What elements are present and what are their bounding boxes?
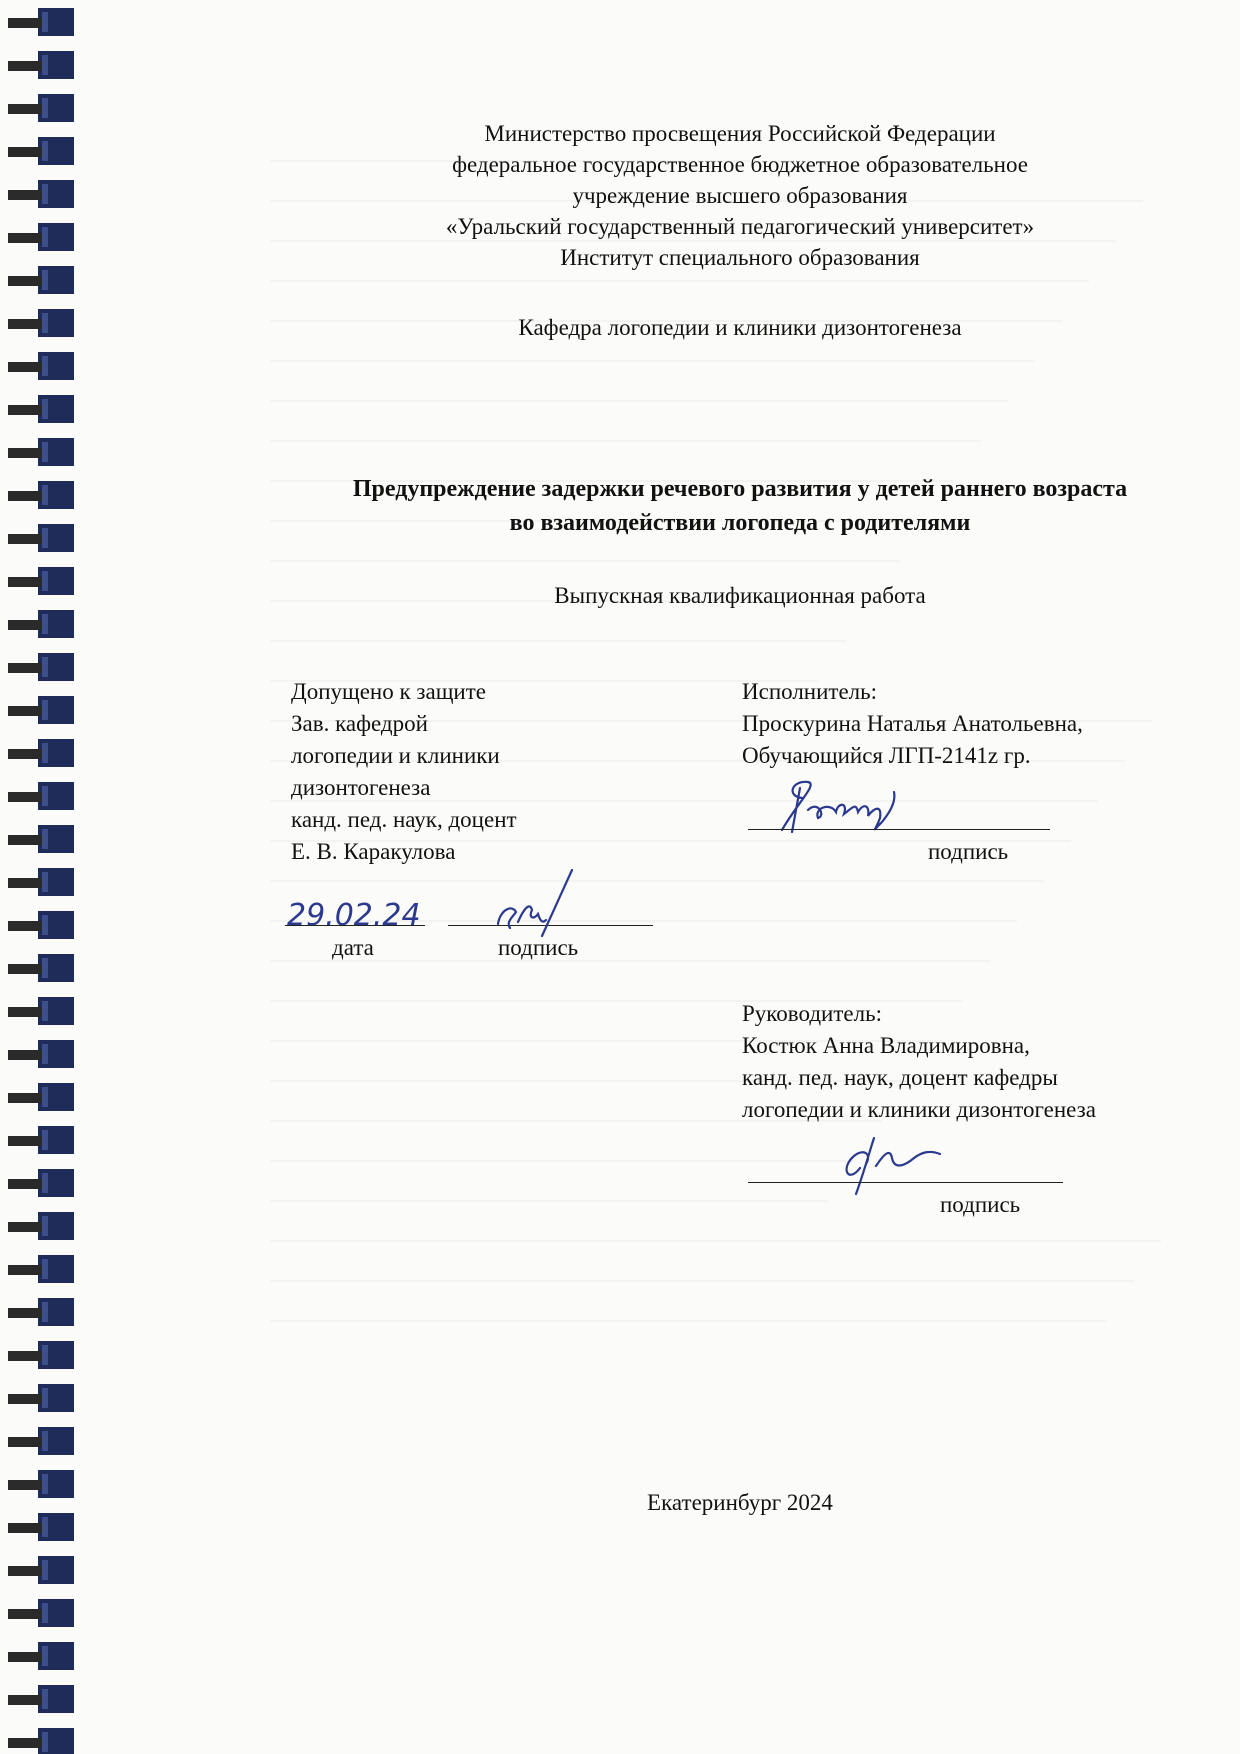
date-label: дата <box>332 935 374 960</box>
binding-ring <box>8 94 74 122</box>
thesis-title <box>240 472 1240 540</box>
title-line: во взаимодействии логопеда с родителями <box>509 510 971 536</box>
supervisor-signature <box>830 1128 950 1198</box>
binding-ring <box>8 868 74 896</box>
binding-ring <box>8 825 74 853</box>
supervisor-line: Костюк Анна Владимировна, <box>742 1033 1030 1058</box>
binding-ring <box>8 352 74 380</box>
spiral-binding <box>0 0 80 1754</box>
work-type: Выпускная квалификационная работа <box>554 583 926 608</box>
binding-ring <box>8 653 74 681</box>
supervisor-line: логопедии и клиники дизонтогенеза <box>742 1097 1096 1122</box>
admission-block <box>291 676 517 868</box>
bleed-line <box>270 440 981 442</box>
binding-ring <box>8 1556 74 1584</box>
binding-ring <box>8 782 74 810</box>
binding-ring <box>8 1126 74 1154</box>
binding-ring <box>8 1298 74 1326</box>
binding-ring <box>8 567 74 595</box>
executor-signature <box>778 772 948 842</box>
bleed-line <box>270 560 900 562</box>
city-year: Екатеринбург 2024 <box>647 1490 833 1515</box>
title-line: Предупреждение задержки речевого развития у детей раннего возраста <box>352 476 1128 502</box>
binding-ring <box>8 1685 74 1713</box>
bleed-line <box>270 1280 1134 1282</box>
date-line <box>285 925 425 926</box>
admission-line: канд. пед. наук, доцент <box>291 807 517 832</box>
header-line: «Уральский государственный педагогический университет» <box>445 214 1035 239</box>
supervisor-block <box>742 998 1096 1126</box>
bleed-line <box>270 400 1008 402</box>
admission-line: Е. В. Каракулова <box>291 839 456 864</box>
binding-ring <box>8 1599 74 1627</box>
binding-ring <box>8 696 74 724</box>
bleed-line <box>270 1160 855 1162</box>
bleed-line <box>270 1240 1161 1242</box>
binding-ring <box>8 954 74 982</box>
binding-ring <box>8 137 74 165</box>
header-line: федеральное государственное бюджетное образовательное <box>452 152 1028 177</box>
handwritten-date <box>285 895 435 935</box>
binding-ring <box>8 438 74 466</box>
binding-ring <box>8 1470 74 1498</box>
bleed-line <box>270 280 1089 282</box>
binding-ring <box>8 1384 74 1412</box>
bleed-line <box>270 960 990 962</box>
binding-ring <box>8 309 74 337</box>
executor-line: Обучающийся ЛГП-2141z гр. <box>742 743 1031 768</box>
executor-line: Исполнитель: <box>742 679 878 704</box>
executor-line: Проскурина Наталья Анатольевна, <box>742 711 1083 736</box>
binding-ring <box>8 223 74 251</box>
executor-signature-line <box>748 829 1050 830</box>
binding-ring <box>8 481 74 509</box>
binding-ring <box>8 1169 74 1197</box>
binding-ring <box>8 1642 74 1670</box>
binding-ring <box>8 1083 74 1111</box>
bleed-line <box>270 1200 828 1202</box>
binding-ring <box>8 997 74 1025</box>
binding-ring <box>8 1728 74 1754</box>
bleed-line <box>270 1320 1107 1322</box>
binding-ring <box>8 395 74 423</box>
date-text: 29.02.24 <box>287 898 421 933</box>
admission-line: дизонтогенеза <box>291 775 431 800</box>
binding-ring <box>8 1040 74 1068</box>
executor-block <box>742 676 1083 772</box>
binding-ring <box>8 1513 74 1541</box>
ministry-header <box>240 118 1240 273</box>
binding-ring <box>8 524 74 552</box>
binding-ring <box>8 1427 74 1455</box>
admission-line: Допущено к защите <box>291 679 486 704</box>
supervisor-line: Руководитель: <box>742 1001 882 1026</box>
binding-ring <box>8 8 74 36</box>
header-line: Министерство просвещения Российской Федерации <box>484 121 996 146</box>
binding-ring <box>8 610 74 638</box>
supervisor-signature-line <box>748 1182 1063 1183</box>
department-name: Кафедра логопедии и клиники дизонтогенеза <box>518 315 962 340</box>
binding-ring <box>8 911 74 939</box>
binding-ring <box>8 266 74 294</box>
bleed-line <box>270 640 846 642</box>
supervisor-signature-label: подпись <box>940 1192 1021 1217</box>
admission-signature-label: подпись <box>498 935 579 960</box>
binding-ring <box>8 51 74 79</box>
binding-ring <box>8 1341 74 1369</box>
supervisor-line: канд. пед. наук, доцент кафедры <box>742 1065 1058 1090</box>
header-line: учреждение высшего образования <box>572 183 908 208</box>
binding-ring <box>8 1212 74 1240</box>
bleed-line <box>270 880 1044 882</box>
bleed-line <box>270 360 1035 362</box>
binding-ring <box>8 739 74 767</box>
binding-ring <box>8 180 74 208</box>
binding-ring <box>8 1255 74 1283</box>
admission-line: логопедии и клиники <box>291 743 500 768</box>
admission-line: Зав. кафедрой <box>291 711 428 736</box>
executor-signature-label: подпись <box>928 839 1009 864</box>
header-line: Институт специального образования <box>560 245 920 270</box>
